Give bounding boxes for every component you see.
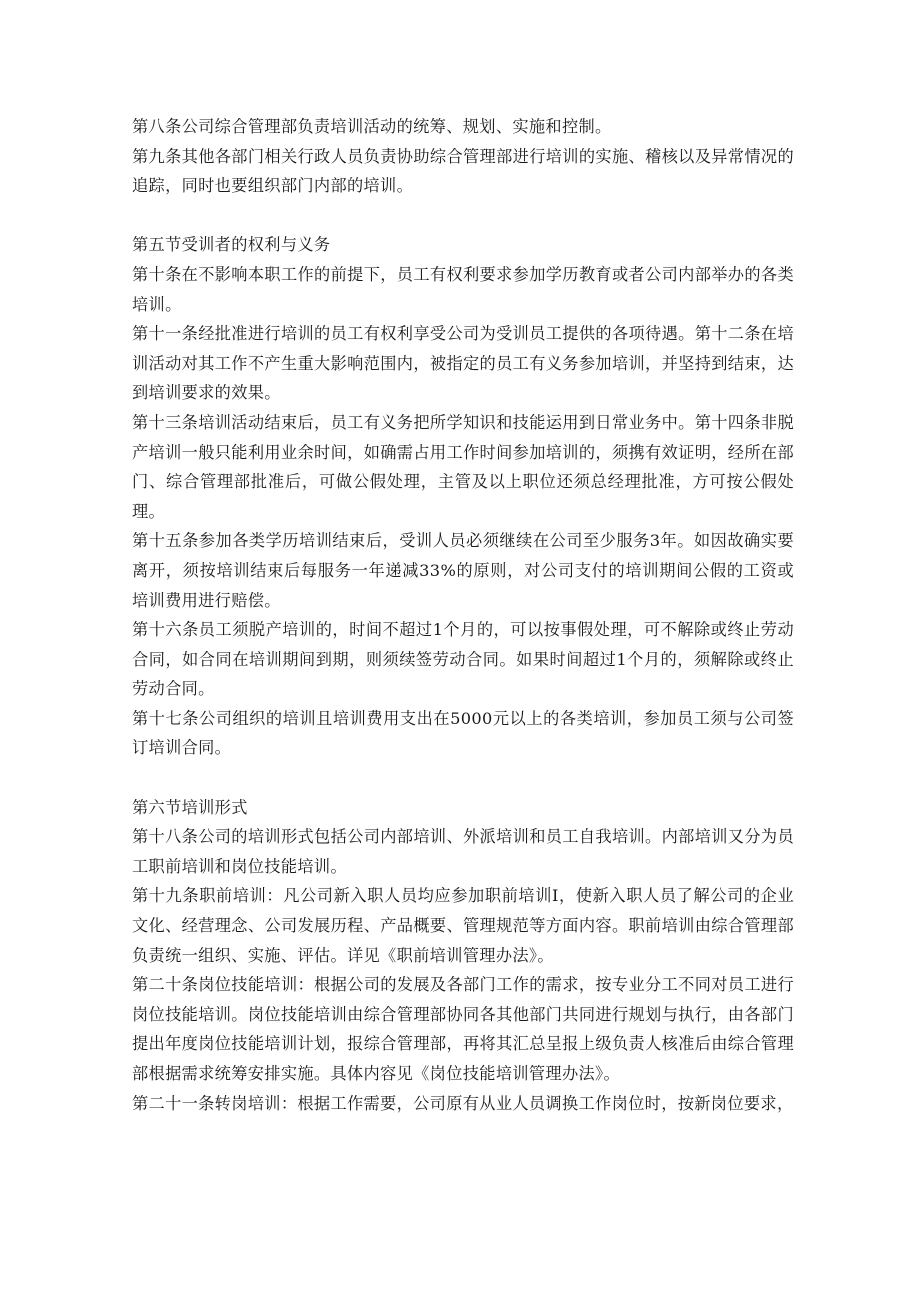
paragraph-article-8: 第八条公司综合管理部负责培训活动的统筹、规划、实施和控制。 <box>132 117 612 136</box>
paragraph-article-19: 第十九条职前培训：凡公司新入职人员均应参加职前培训I，使新入职人员了解公司的企业文化、经营理念、公司发展历程、产品概要、管理规范等方面内容。职前培训由综合管理部负责统一组织、实施、评估。详见《职前培训管理办法》。 <box>132 886 794 965</box>
paragraph-article-11-12: 第十一条经批准进行培训的员工有权利享受公司为受训员工提供的各项待遇。第十二条在培训活动对其工作不产生重大影响范围内，被指定的员工有义务参加培训，并坚持到结束，达到培训要求的效果。 <box>132 324 794 403</box>
paragraph-article-16: 第十六条员工须脱产培训的，时间不超过1个月的，可以按事假处理，可不解除或终止劳动合同，如合同在培训期间到期，则须续签劳动合同。如果时间超过1个月的，须解除或终止劳动合同。 <box>132 620 794 699</box>
paragraph-article-9: 第九条其他各部门相关行政人员负责协助综合管理部进行培训的实施、稽核以及异常情况的追踪，同时也要组织部门内部的培训。 <box>132 146 794 196</box>
paragraph-article-15: 第十五条参加各类学历培训结束后，受训人员必须继续在公司至少服务3年。如因故确实要离开，须按培训结束后每服务一年递减33%的原则，对公司支付的培训期间公假的工资或培训费用进行赔偿。 <box>132 531 794 610</box>
paragraph-article-20: 第二十条岗位技能培训：根据公司的发展及各部门工作的需求，按专业分工不同对员工进行岗位技能培训。岗位技能培训由综合管理部协同各其他部门共同进行规划与执行，由各部门提出年度岗位技能培训计划，报综合管理部，再将其汇总呈报上级负责人核准后由综合管理部根据需求统筹安排实施。具体内容见《岗位技能培训管理办法》。 <box>132 975 794 1083</box>
paragraph-article-17: 第十七条公司组织的培训且培训费用支出在5000元以上的各类培训，参加员工须与公司签订培训合同。 <box>132 708 794 758</box>
document-page <box>132 112 794 1118</box>
paragraph-article-13-14: 第十三条培训活动结束后，员工有义务把所学知识和技能运用到日常业务中。第十四条非脱产培训一般只能利用业余时间，如确需占用工作时间参加培训的，须携有效证明，经所在部门、综合管理部批准后，可做公假处理，主管及以上职位还须总经理批准，方可按公假处理。 <box>132 412 794 521</box>
section-heading-5: 第五节受训者的权利与义务 <box>132 235 331 255</box>
section-gap <box>132 763 794 793</box>
paragraph-article-21: 第二十一条转岗培训：根据工作需要，公司原有从业人员调换工作岗位时，按新岗位要求， <box>132 1093 794 1113</box>
paragraph-article-10: 第十条在不影响本职工作的前提下，员工有权利要求参加学历教育或者公司内部举办的各类培训。 <box>132 264 794 314</box>
paragraph-article-18: 第十八条公司的培训形式包括公司内部培训、外派培训和员工自我培训。内部培训又分为员工职前培训和岗位技能培训。 <box>132 827 794 876</box>
section-heading-6: 第六节培训形式 <box>132 797 248 817</box>
section-gap <box>132 201 794 231</box>
